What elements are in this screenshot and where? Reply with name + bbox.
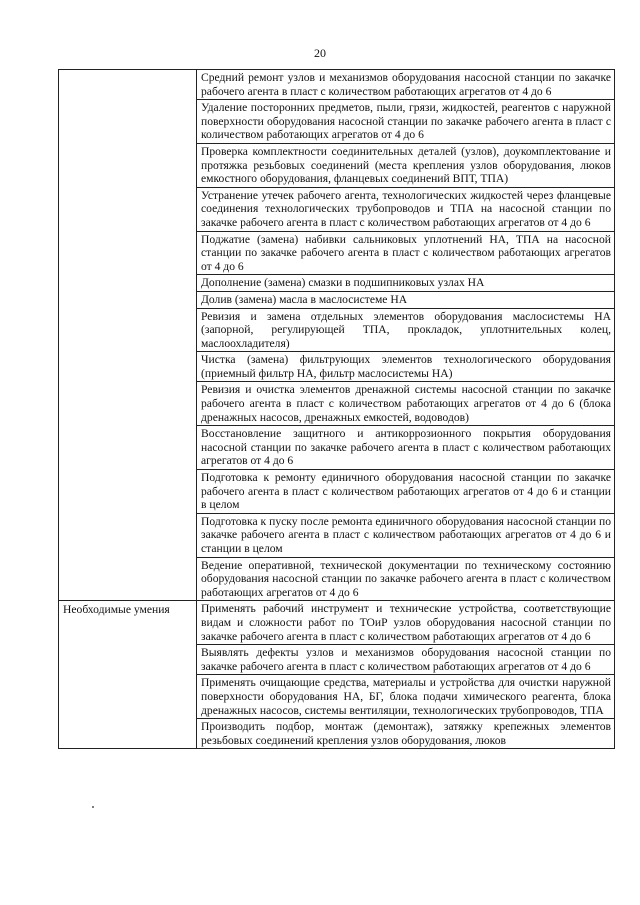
item-text: Выявлять дефекты узлов и механизмов оборудования насосной станции по закачке рабочего агента в пласт с количеством работающих агрегатов от 4 до 6 — [197, 645, 615, 675]
scan-speck — [92, 806, 94, 808]
section-label: Необходимые умения — [63, 603, 170, 617]
item-text: Ревизия и очистка элементов дренажной системы насосной станции по закачке рабочего агента в пласт с количеством работающих агрегатов от 4 до 6 (блока дренажных насосов, дренажных емкостей, водоводов) — [197, 382, 615, 426]
item-text: Поджатие (замена) набивки сальниковых уплотнений НА, ТПА на насосной станции по закачке рабочего агента в пласт с количеством работающих агрегатов от 4 до 6 — [197, 231, 615, 275]
section-label-cell — [59, 70, 197, 601]
item-text: Удаление посторонних предметов, пыли, грязи, жидкостей, реагентов с наружной поверхности оборудования насосной станции по закачке рабочего агента в пласт с количеством работающих агрегатов от 4 до 6 — [197, 100, 615, 144]
item-text: Дополнение (замена) смазки в подшипниковых узлах НА — [197, 275, 615, 292]
item-text: Подготовка к пуску после ремонта единичного оборудования насосной станции по закачке рабочего агента в пласт с количеством работающих агрегатов от 4 до 6 и станции в целом — [197, 513, 615, 557]
item-text: Долив (замена) масла в маслосистеме НА — [197, 291, 615, 308]
page-bottom-edge — [0, 892, 640, 905]
item-text: Подготовка к ремонту единичного оборудования насосной станции по закачке рабочего агента в пласт с количеством работающих агрегатов от 4 до 6 и станции в целом — [197, 470, 615, 514]
section-label-cell — [59, 601, 197, 749]
item-text: Ведение оперативной, технической документации по техническому состоянию оборудования насосной станции по закачке рабочего агента в пласт с количеством работающих агрегатов от 4 до 6 — [197, 557, 615, 601]
qualification-table — [58, 69, 615, 749]
table-row — [59, 70, 615, 100]
item-text: Чистка (замена) фильтрующих элементов технологического оборудования (приемный фильтр НА, фильтр маслосистемы НА) — [197, 352, 615, 382]
item-text: Устранение утечек рабочего агента, технологических жидкостей через фланцевые соединения технологических трубопроводов и ТПА на насосной станции по закачке рабочего агента в пласт с количеством работающих агрегатов от 4 до 6 — [197, 187, 615, 231]
item-text: Средний ремонт узлов и механизмов оборудования насосной станции по закачке рабочего агента в пласт с количеством работающих агрегатов от 4 до 6 — [197, 70, 615, 100]
item-text: Производить подбор, монтаж (демонтаж), затяжку крепежных элементов резьбовых соединений крепления узлов оборудования, люков — [197, 719, 615, 749]
section-label — [63, 71, 193, 72]
item-text: Применять очищающие средства, материалы и устройства для очистки наружной поверхности оборудования НА, БГ, блока подачи химического реагента, блока дренажных насосов, системы вентиляции, технологических трубопроводов, ТПА — [197, 675, 615, 719]
item-text: Применять рабочий инструмент и технические устройства, соответствующие видам и сложности работ по ТОиР узлов оборудования насосной станции по закачке рабочего агента в пласт с количеством работающих агрегатов от 4 до 6 — [197, 601, 615, 645]
table-body — [59, 70, 615, 749]
item-text: Проверка комплектности соединительных деталей (узлов), доукомплектование и протяжка резьбовых соединений (места крепления узлов оборудования, люков емкостного оборудования, фланцевых соединений ВПТ, ТПА) — [197, 143, 615, 187]
page-number: 20 — [314, 46, 326, 60]
item-text: Восстановление защитного и антикоррозионного покрытия оборудования насосной станции по закачке рабочего агента в пласт с количеством работающих агрегатов от 4 до 6 — [197, 426, 615, 470]
table-row — [59, 601, 615, 645]
item-text: Ревизия и замена отдельных элементов оборудования маслосистемы НА (запорной, регулирующей ТПА, прокладок, уплотнительных колец, маслоохладителя) — [197, 308, 615, 352]
